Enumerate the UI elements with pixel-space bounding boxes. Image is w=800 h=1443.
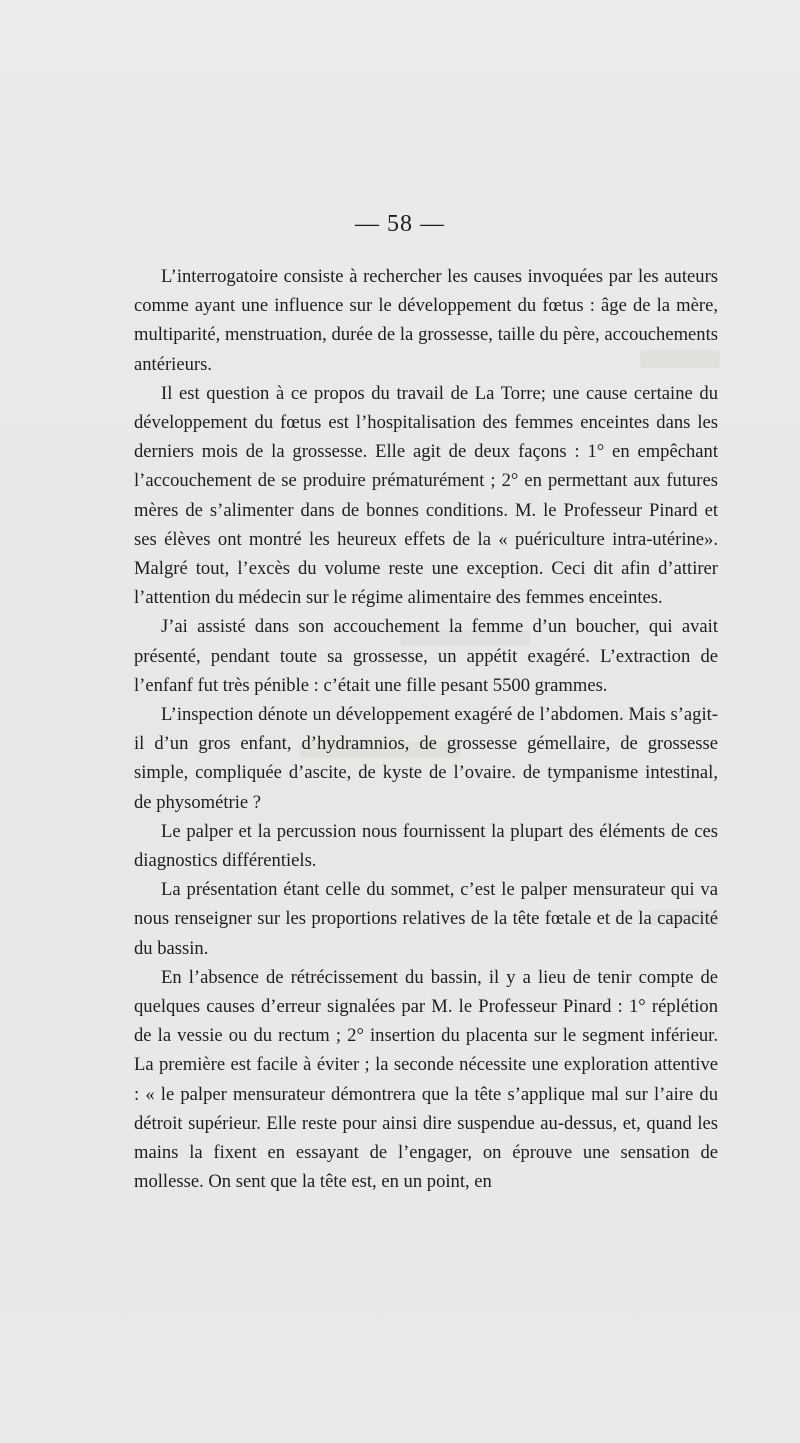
paragraph: La présentation étant celle du sommet, c’est le palper mensurateur qui va nous renseigner sur les proportions relatives de la tête fœtale et de la capacité du bassin. xyxy=(134,879,718,959)
paragraph: L’inspection dénote un développement exagéré de l’abdomen. Mais s’agit-il d’un gros enfant, d’hydramnios, de grossesse gémellaire, de grossesse simple, compliquée d’ascite, de kyste de l’ovaire. de tympanisme intestinal, de physométrie ? xyxy=(134,704,718,813)
paragraph: En l’absence de rétrécissement du bassin, il y a lieu de tenir compte de quelques causes d’erreur signalées par M. le Professeur Pinard : 1° réplétion de la vessie ou du rectum ; 2° insertion du placenta sur le segment inférieur. La première est facile à éviter ; la seconde nécessite une exploration attentive : « le palper mensurateur démontrera que la tête s’applique mal sur l’aire du détroit supérieur. Elle reste pour ainsi dire suspendue au-dessus, et, quand les mains la fixent en essayant de l’engager, on éprouve une sensation de mollesse. On sent que la tête est, en un point, en xyxy=(134,966,718,1193)
paragraph: L’interrogatoire consiste à rechercher les causes invoquées par les auteurs comme ayant une influence sur le développement du fœtus : âge de la mère, multiparité, menstruation, durée de la grossesse, taille du père, accouchements antérieurs. xyxy=(134,266,718,375)
paragraph: Il est question à ce propos du travail de La Torre; une cause certaine du développement du fœtus est l’hospitalisation des femmes enceintes dans les derniers mois de la grossesse. Elle agit de deux façons : 1° en empêchant l’accouchement de se produire prématurément ; 2° en permettant aux futures mères de s’alimenter dans de bonnes conditions. M. le Professeur Pinard et ses élèves ont montré les heureux effets de la « puériculture intra-utérine». Malgré tout, l’excès du volume reste une exception. Ceci dit afin d’attirer l’attention du médecin sur le régime alimentaire des femmes enceintes. xyxy=(134,382,718,609)
page-number: — 58 — xyxy=(355,211,445,237)
paragraph: Le palper et la percussion nous fournissent la plupart des éléments de ces diagnostics différentiels. xyxy=(134,820,718,872)
body-text xyxy=(134,262,718,1197)
paragraph: J’ai assisté dans son accouchement la femme d’un boucher, qui avait présenté, pendant toute sa grossesse, un appétit exagéré. L’extraction de l’enfanf fut très pénible : c’était une fille pesant 5500 grammes. xyxy=(134,616,718,696)
